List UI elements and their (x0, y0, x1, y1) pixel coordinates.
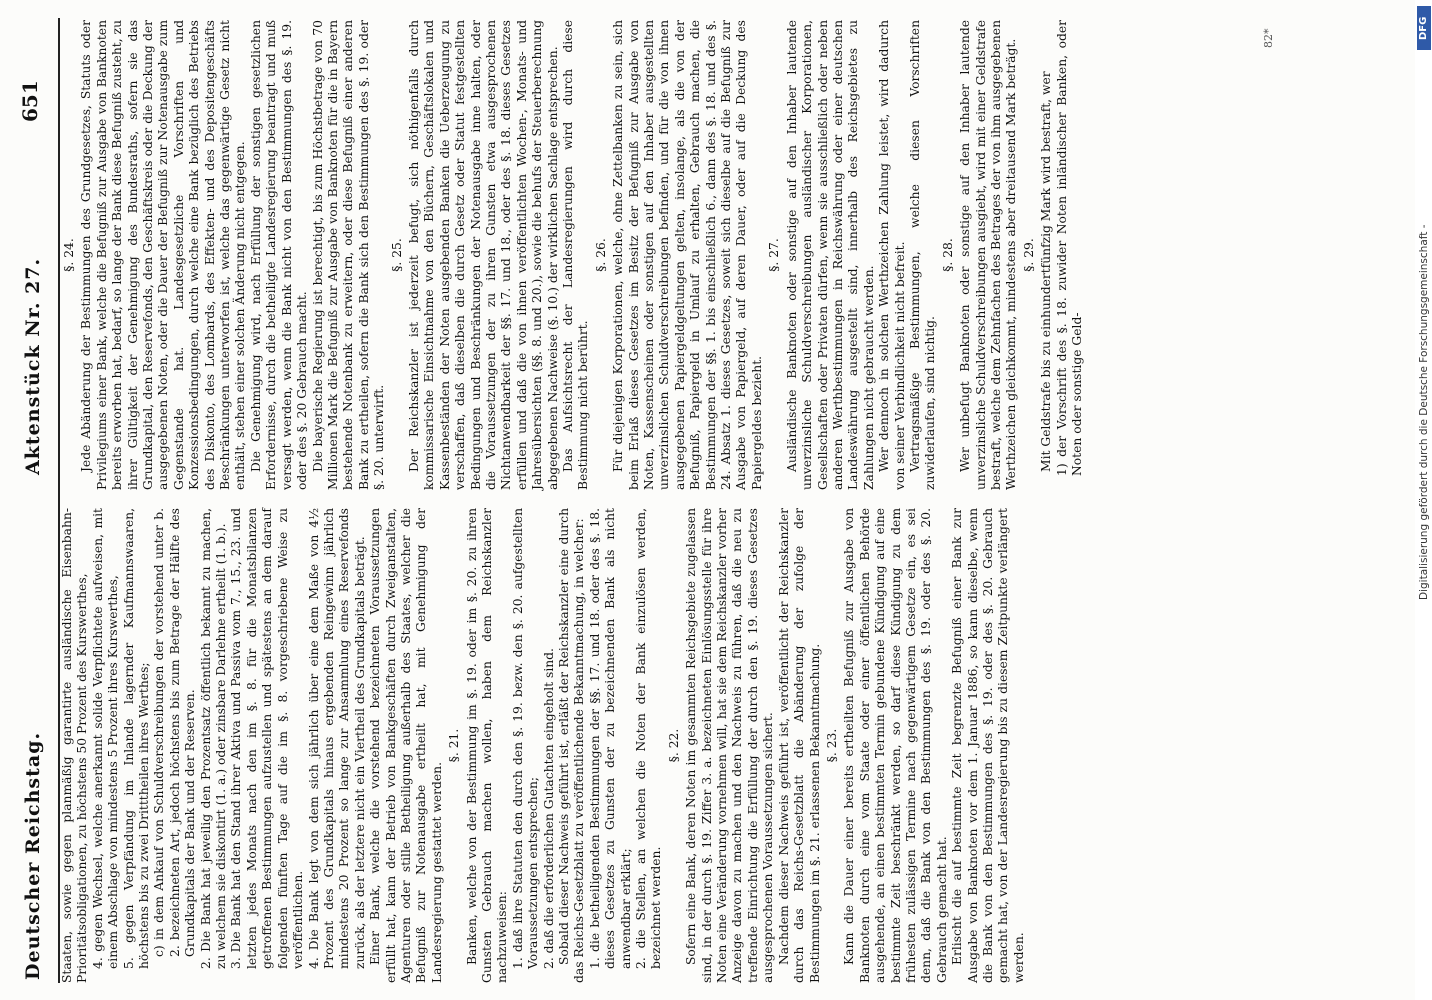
dfg-logo-text: DFG (1418, 16, 1429, 40)
signature-mark: 82* (1262, 28, 1275, 48)
paragraph: 3. Die Bank hat den Stand ihrer Aktiva und Passiva vom 7., 15., 23. und letzten jedes Monats nach den im §. 8. für die Monatsbilanzen getroffenen Bestimmungen aufzustellen und spätestens an dem darauf folgenden fünften Tage auf die im §. 8. vorgeschriebene Weise zu veröffentlichen. (229, 508, 306, 969)
paragraph-heading: §. 28. (940, 238, 955, 272)
paragraph: Ausländische Banknoten oder sonstige auf den Inhaber lautende unverzinsliche Schuldverschreibungen ausländischer Korporationen, Gesellschaften oder Privaten dürfen, wenn sie ausschließlich oder neben anderen Werthbestimmungen in Reichswährung oder einer deutschen Landeswährung ausgestellt sind, innerhalb des Reichsgebietes zu Zahlungen nicht gebraucht werden. (784, 20, 876, 490)
paragraph: 2. Die Bank hat jeweilig den Prozentsatz öffentlich bekannt zu machen, zu welchem sie diskontirt (1. a.) oder zinsbare Darlehne ertheilt (1. b.). (198, 508, 229, 969)
paragraph: Das Aufsichtsrecht der Landesregierungen wird durch diese Bestimmung nicht berührt. (561, 20, 591, 490)
paragraph: Nachdem dieser Nachweis geführt ist, veröffentlicht der Reichskanzler durch das Reichs-Gesetzblatt die Abänderung der zufolge der Bestimmungen im §. 21. erlassenen Bekanntmachung. (776, 508, 822, 983)
paragraph: Erlischt die auf bestimmte Zeit begrenzte Befugniß einer Bank zur Ausgabe von Banknoten vor dem 1. Januar 1886, so kann dieselbe, wenn die Bank von den Bestimmungen des §. 19. oder des §. 20. Gebrauch gemacht hat, von der Landesregierung bis zu diesem Zeitpunkte verlängert werden. (950, 508, 1026, 983)
paragraph: Jede Abänderung der Bestimmungen des Grundgesetzes, Statuts oder Privilegiums einer Bank, welche die Befugniß zur Ausgabe von Banknoten bereits erworben hat, bedarf, so lange der Bank diese Befugniß zusteht, zu ihrer Gültigkeit der Genehmigung des Bundesraths, sofern sie das Grundkapital, den Reservefonds, den Geschäftskreis oder die Deckung der ausgegebenen Noten, oder die Dauer der Befugniß zur Notenausgabe zum Gegenstande hat. Landesgesetzliche Vorschriften und Konzessionsbedingungen, durch welche eine Bank bezüglich des Betriebs des Diskonto, des Lombards, des Effekten- und des Depositengeschäfts Beschränkungen unterworfen ist, welche das gegenwärtige Gesetz nicht enthält, stehen einer solchen Änderung nicht entgegen. (79, 20, 248, 490)
text-column-right (60, 20, 1085, 490)
paragraph-heading: §. 25. (389, 238, 404, 272)
paragraph: 4. Die Bank legt von dem sich jährlich über eine dem Maße von 4½ Prozent des Grundkapitals hinaus ergebenden Reingewinn jährlich mindestens 20 Prozent so lange zur Ansammlung eines Reservefonds zurück, als der letztere nicht ein Viertheil des Grundkapitals beträgt. (306, 508, 367, 969)
paragraph: Vertragsmäßige Bestimmungen, welche diesen Vorschriften zuwiderlaufen, sind nichtig. (907, 20, 938, 490)
paragraph-heading: §. 26. (593, 238, 608, 272)
paragraph: 1. die betheiligenden Bestimmungen der §§. 17. und 18. oder des §. 18. dieses Gesetzes zu Gunsten der zu bezeichnenden Bank als nicht anwendbar erklärt; (587, 508, 633, 969)
running-head-center: Aktenstück Nr. 27. (22, 257, 44, 475)
page-number: 651 (18, 80, 42, 122)
paragraph: 2. daß die erforderlichen Gutachten eingeholt sind. (541, 648, 556, 969)
paragraph-heading: §. 24. (62, 238, 76, 272)
paragraph: 5. gegen Verpfändung im Inlande lagernder Kaufmannswaaren, höchstens bis zu zwei Dritttheilen ihres Werthes; (121, 508, 152, 969)
paragraph: Banken, welche von der Bestimmung im §. 19. oder im §. 20. zu ihren Gunsten Gebrauch machen wollen, haben dem Reichskanzler nachzuweisen: (464, 508, 510, 983)
paragraph: Einer Bank, welche die vorstehend bezeichneten Voraussetzungen erfüllt hat, kann der Betrieb von Bankgeschäften durch Zweiganstalten, Agenturen oder stille Betheiligung außerhalb des Staates, welcher die Befugniß zur Notenausgabe ertheilt hat, mit Genehmigung der Landesregierung gestattet werden. (368, 508, 444, 983)
dfg-logo-badge (1417, 6, 1431, 50)
paragraph: 1. daß ihre Statuten den durch den §. 19. bezw. den §. 20. aufgestellten Voraussetzungen entsprechen; (510, 508, 541, 969)
paragraph-heading: §. 27. (767, 238, 782, 272)
paragraph: Die Genehmigung wird, nach Erfüllung der sonstigen gesetzlichen Erfordernisse, durch die betheiligte Landesregierung beantragt und muß versagt werden, wenn die Bank nicht von den Bestimmungen des §. 19. oder des §. 20 Gebrauch macht. (248, 20, 310, 490)
paragraph: 4. gegen Wechsel, welche anerkannt solide Verpflichtete aufweisen, mit einem Abschlage von mindestens 5 Prozent ihres Kurswerthes, (90, 508, 121, 969)
paragraph: 1) der Vorschrift des §. 18. zuwider Noten inländischer Banken, oder Noten oder sonstige Geld- (1054, 20, 1084, 476)
paragraph: Sofern eine Bank, deren Noten im gesammten Reichsgebiete zugelassen sind, in der durch §. 19. Ziffer 3. a. bezeichneten Einlösungsstelle für ihre Noten eine Veränderung vornehmen will, hat sie dem Reichskanzler vorher Anzeige davon zu machen und den Nachweis zu führen, daß die neu zu treffende Einrichtung die Erfüllung der durch den §. 19. dieses Gesetzes ausgesprochenen Voraussetzungen sichert. (684, 508, 776, 983)
paragraph: Kann die Dauer einer bereits ertheilten Befugniß zur Ausgabe von Banknoten durch eine vom Staate oder einer öffentlichen Behörde ausgehende, an einen bestimmten Termin gebundene Kündigung auf eine bestimmte Zeit beschränkt werden, so darf diese Kündigung zu dem frühesten zulässigen Termine nach gegenwärtigem Gesetze ein, es sei denn, daß die Bank von den Bestimmungen des §. 19. oder des §. 20. Gebrauch gemacht hat. (842, 508, 949, 983)
paragraph: 2. die Stellen, an welchen die Noten der Bank einzulösen werden, bezeichnet werden. (634, 508, 664, 969)
running-head-left: Deutscher Reichstag. (22, 731, 44, 980)
paragraph: Wer unbefugt Banknoten oder sonstige auf den Inhaber lautende unverzinsliche Schuldverschreibungen ausgiebt, wird mit einer Geldstrafe bestraft, welche dem Zehnfachen des Betrages der von ihm ausgegebenen Werthzeichen gleichkommt, mindestens aber dreitausend Mark beträgt. (958, 20, 1019, 490)
paragraph: c) in dem Ankauf von Schuldverschreibungen der vorstehend unter b. 2. bezeichneten Art, jedoch höchstens bis zum Betrage der Hälfte des Grundkapitals der Bank und der Reserven. (152, 508, 198, 957)
digitization-credit: Digitalisierung gefördert durch die Deutsche Forschungsgemeinschaft - (1418, 224, 1430, 600)
paragraph-heading: §. 29. (1021, 238, 1036, 272)
paragraph: Der Reichskanzler ist jederzeit befugt, sich nöthigenfalls durch kommissarische Einsichtnahme von den Büchern, Geschäftslokalen und Kassenbeständen der Noten ausgebenden Banken die Ueberzeugung zu verschaffen, daß dieselben die durch Gesetz oder Statut festgestellten Bedingungen und Beschränkungen der Notenausgabe inne halten, oder die Voraussetzungen der zu ihren Gunsten etwa ausgesprochenen Nichtanwendbarkeit der §§. 17. und 18., oder des §. 18. dieses Gesetzes erfüllen und daß die von ihnen veröffentlichten Wochen-, Monats- und Jahresübersichten (§§. 8. und 20.), sowie die behufs der Steuerberechnung abgegebenen Nachweise (§. 10.) der wirklichen Sachlage entsprechen. (406, 20, 560, 490)
paragraph: Die bayerische Regierung ist berechtigt, bis zum Höchstbetrage von 70 Millionen Mark die Befugniß zur Ausgabe von Banknoten für die in Bayern bestehende Notenbank zu erweitern, oder diese Befugniß einer anderen Bank zu ertheilen, sofern die Bank sich den Bestimmungen des §. 19. oder §. 20. unterwirft. (310, 20, 387, 490)
paragraph: Für diejenigen Korporationen, welche, ohne Zettelbanken zu sein, sich beim Erlaß dieses Gesetzes im Besitz der Befugniß zur Ausgabe von Noten, Kassenscheinen oder sonstigen auf den Inhaber ausgestellten unverzinslichen Schuldverschreibungen befinden, und für die von ihnen ausgegebenen Papiergeldgeltungen gelten, insolange, als die von der Befugniß, Papiergeld in Umlauf zu erhalten, Gebrauch machen, die Bestimmungen der §§. 1. bis einschließlich 6., dann des §. 18. und des §. 24. Absatz 1. dieses Gesetzes, soweit sich dieselbe auf die Befugniß zur Ausgabe von Papiergeld, auf deren Dauer, oder auf die Deckung des Papiergeldes bezieht. (611, 20, 764, 490)
paragraph-heading: §. 21. (447, 728, 462, 763)
paragraph: Wer dennoch in solchen Werthzeichen Zahlung leistet, wird dadurch von seiner Verbindlichkeit nicht befreit. (877, 20, 907, 490)
paragraph: Mit Geldstrafe bis zu einhundertfünfzig Mark wird bestraft, wer (1039, 71, 1054, 472)
text-column-left (60, 508, 1027, 983)
paragraph: Sobald dieser Nachweis geführt ist, erläßt der Reichskanzler eine durch das Reichs-Gesetzblatt zu veröffentlichende Bekanntmachung, in welcher: (557, 508, 587, 983)
paragraph-heading: §. 22. (666, 728, 681, 763)
paragraph: Staaten, sowie gegen planmäßig garantirte ausländische Eisenbahn-Prioritätsobligationen, zu höchstens 50 Prozent des Kurswerthes, (60, 508, 90, 983)
paragraph-heading: §. 23. (824, 728, 839, 763)
